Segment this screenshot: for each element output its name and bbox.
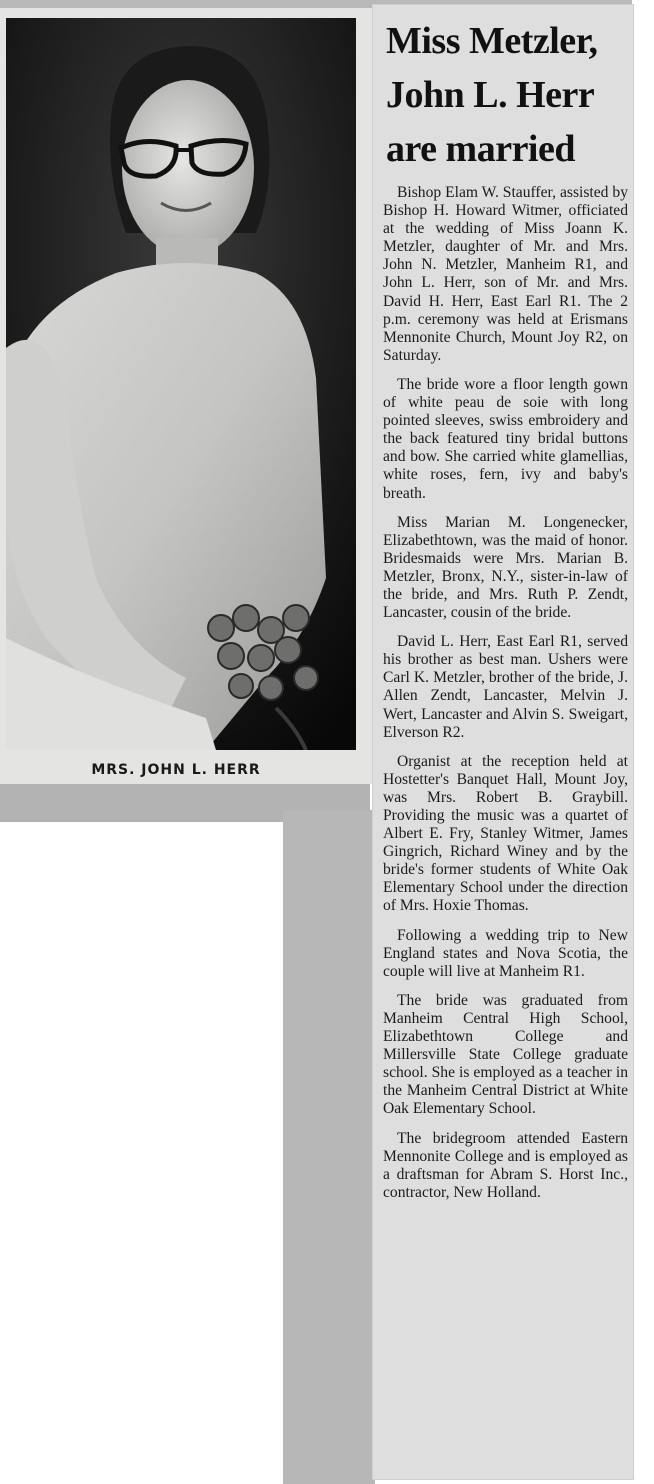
paragraph: Following a wedding trip to New England states and Nova Scotia, the couple will live at Manheim R1. (383, 926, 628, 980)
article-clipping (372, 4, 634, 1480)
headline-line-3: are married (386, 128, 575, 170)
article-body (383, 184, 628, 1213)
paragraph: Bishop Elam W. Stauffer, assisted by Bishop H. Howard Witmer, officiated at the wedding of Miss Joann K. Metzler, daughter of Mr. and Mrs. John N. Metzler, Manheim R1, and John L. Herr, son of Mr. and Mrs. David H. Herr, East Earl R1. The 2 p.m. ceremony was held at Erismans Mennonite Church, Mount Joy R2, on Saturday. (383, 184, 628, 364)
photo-caption: MRS. JOHN L. HERR (91, 762, 261, 778)
headline-line-1: Miss Metzler, (386, 20, 598, 62)
paragraph: David L. Herr, East Earl R1, served his brother as best man. Ushers were Carl K. Metzler, brother of the bride, J. Allen Zendt, Lancaster, Melvin J. Wert, Lancaster and Alvin S. Sweigart, Elverson R2. (383, 633, 628, 741)
page-margin-right (632, 0, 654, 1484)
scanner-background-column (283, 810, 375, 1484)
paragraph: The bride wore a floor length gown of white peau de soie with long pointed sleeves, swiss embroidery and the back featured tiny bridal buttons and bow. She carried white glamellias, white roses, fern, ivy and baby's breath. (383, 375, 628, 502)
paragraph: The bride was graduated from Manheim Central High School, Elizabethtown College and Millersville State College graduate school. She is employed as a teacher in the Manheim Central District at White Oak Elementary School. (383, 991, 628, 1118)
headline (386, 14, 626, 176)
paragraph: The bridegroom attended Eastern Mennonite College and is employed as a draftsman for Abram S. Horst Inc., contractor, New Holland. (383, 1129, 628, 1201)
headline-line-2: John L. Herr (386, 74, 595, 116)
photo-clipping (0, 8, 372, 784)
blank-paper (0, 822, 283, 1484)
paragraph: Organist at the reception held at Hostetter's Banquet Hall, Mount Joy, was Mrs. Robert B. Graybill. Providing the music was a quartet of Albert E. Fry, Stanley Witmer, James Gingrich, Richard Winey and by the bride's former students of White Oak Elementary School under the direction of Mrs. Hoxie Thomas. (383, 752, 628, 915)
paragraph: Miss Marian M. Longenecker, Elizabethtown, was the maid of honor. Bridesmaids were Mrs. Marian B. Metzler, Bronx, N.Y., sister-in-law of the bride, and Mrs. Ruth P. Zendt, Lancaster, cousin of the bride. (383, 513, 628, 622)
bride-photo (6, 18, 356, 750)
bride-portrait-image (6, 18, 356, 750)
